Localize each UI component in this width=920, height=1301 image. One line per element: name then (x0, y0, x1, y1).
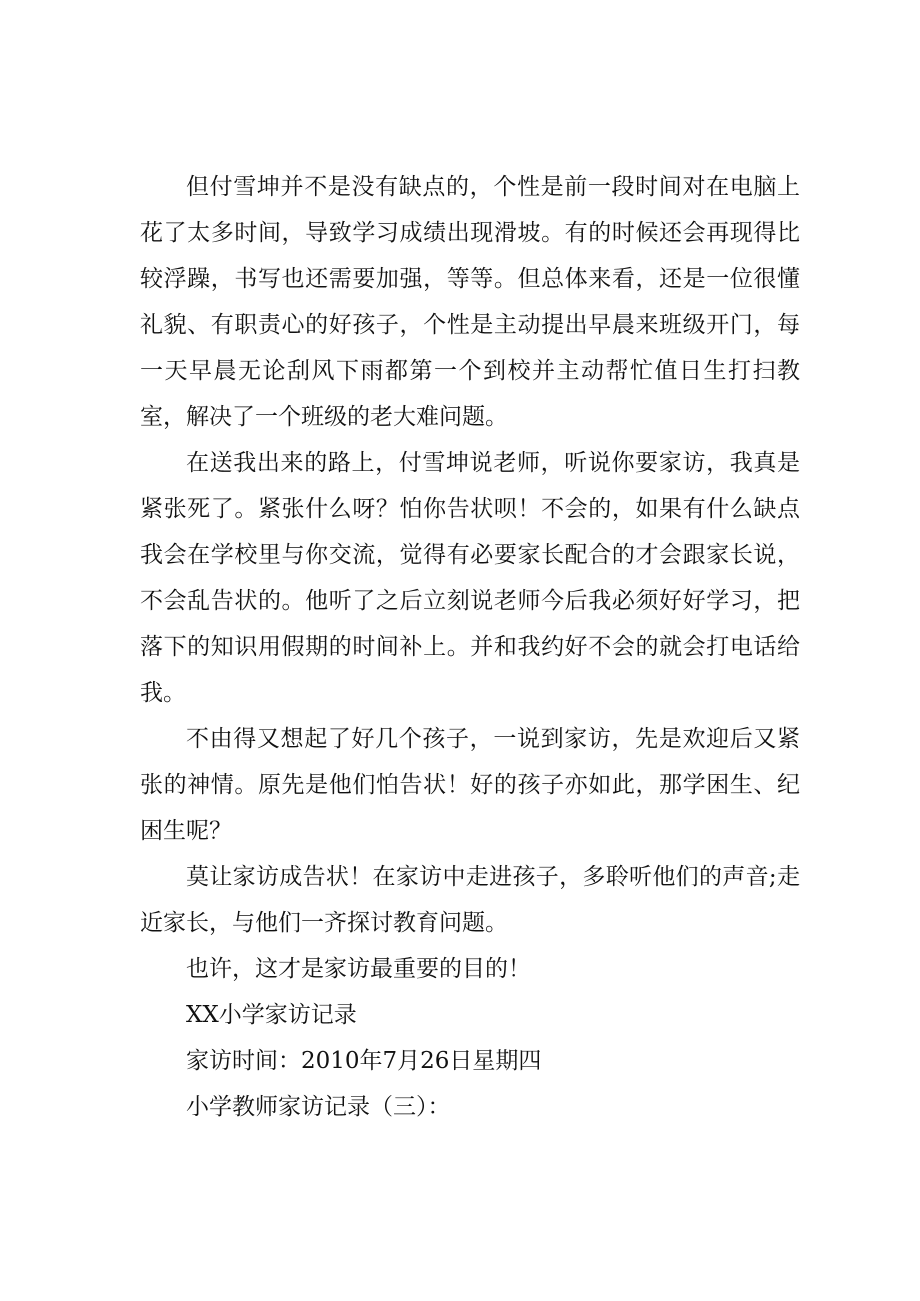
paragraph-on-the-way-out: 在送我出来的路上，付雪坤说老师，听说你要家访，我真是紧张死了。紧张什么呀？怕你告状呗！不会的，如果有什么缺点我会在学校里与你交流，觉得有必要家长配合的才会跟家长说，不会乱告状的。他听了之后立刻说老师今后我必须好好学习，把落下的知识用假期的时间补上。并和我约好不会的就会打电话给我。 (140, 450, 800, 706)
record-title: XX小学家访记录 (186, 1002, 357, 1028)
visit-time: 家访时间：2010年7月26日星期四 (186, 1048, 542, 1074)
paragraph-reflection: 不由得又想起了好几个孩子，一说到家访，先是欢迎后又紧张的神情。原先是他们怕告状！好的孩子亦如此，那学困生、纪困生呢？ (140, 726, 800, 844)
paragraph-shortcomings: 但付雪坤并不是没有缺点的，个性是前一段时间对在电脑上花了太多时间，导致学习成绩出现滑坡。有的时候还会再现得比较浮躁，书写也还需要加强，等等。但总体来看，还是一位很懂礼貌、有职责心的好孩子，个性是主动提出早晨来班级开门，每一天早晨无论刮风下雨都第一个到校并主动帮忙值日生打扫教室，解决了一个班级的老大难问题。 (140, 174, 800, 430)
document-body (140, 164, 800, 1130)
next-section-heading: 小学教师家访记录（三）： (186, 1094, 451, 1120)
closing-line: 也许，这才是家访最重要的目的！ (186, 956, 531, 982)
paragraph-conclusion: 莫让家访成告状！在家访中走进孩子，多聆听他们的声音;走近家长，与他们一齐探讨教育问题。 (140, 864, 800, 936)
